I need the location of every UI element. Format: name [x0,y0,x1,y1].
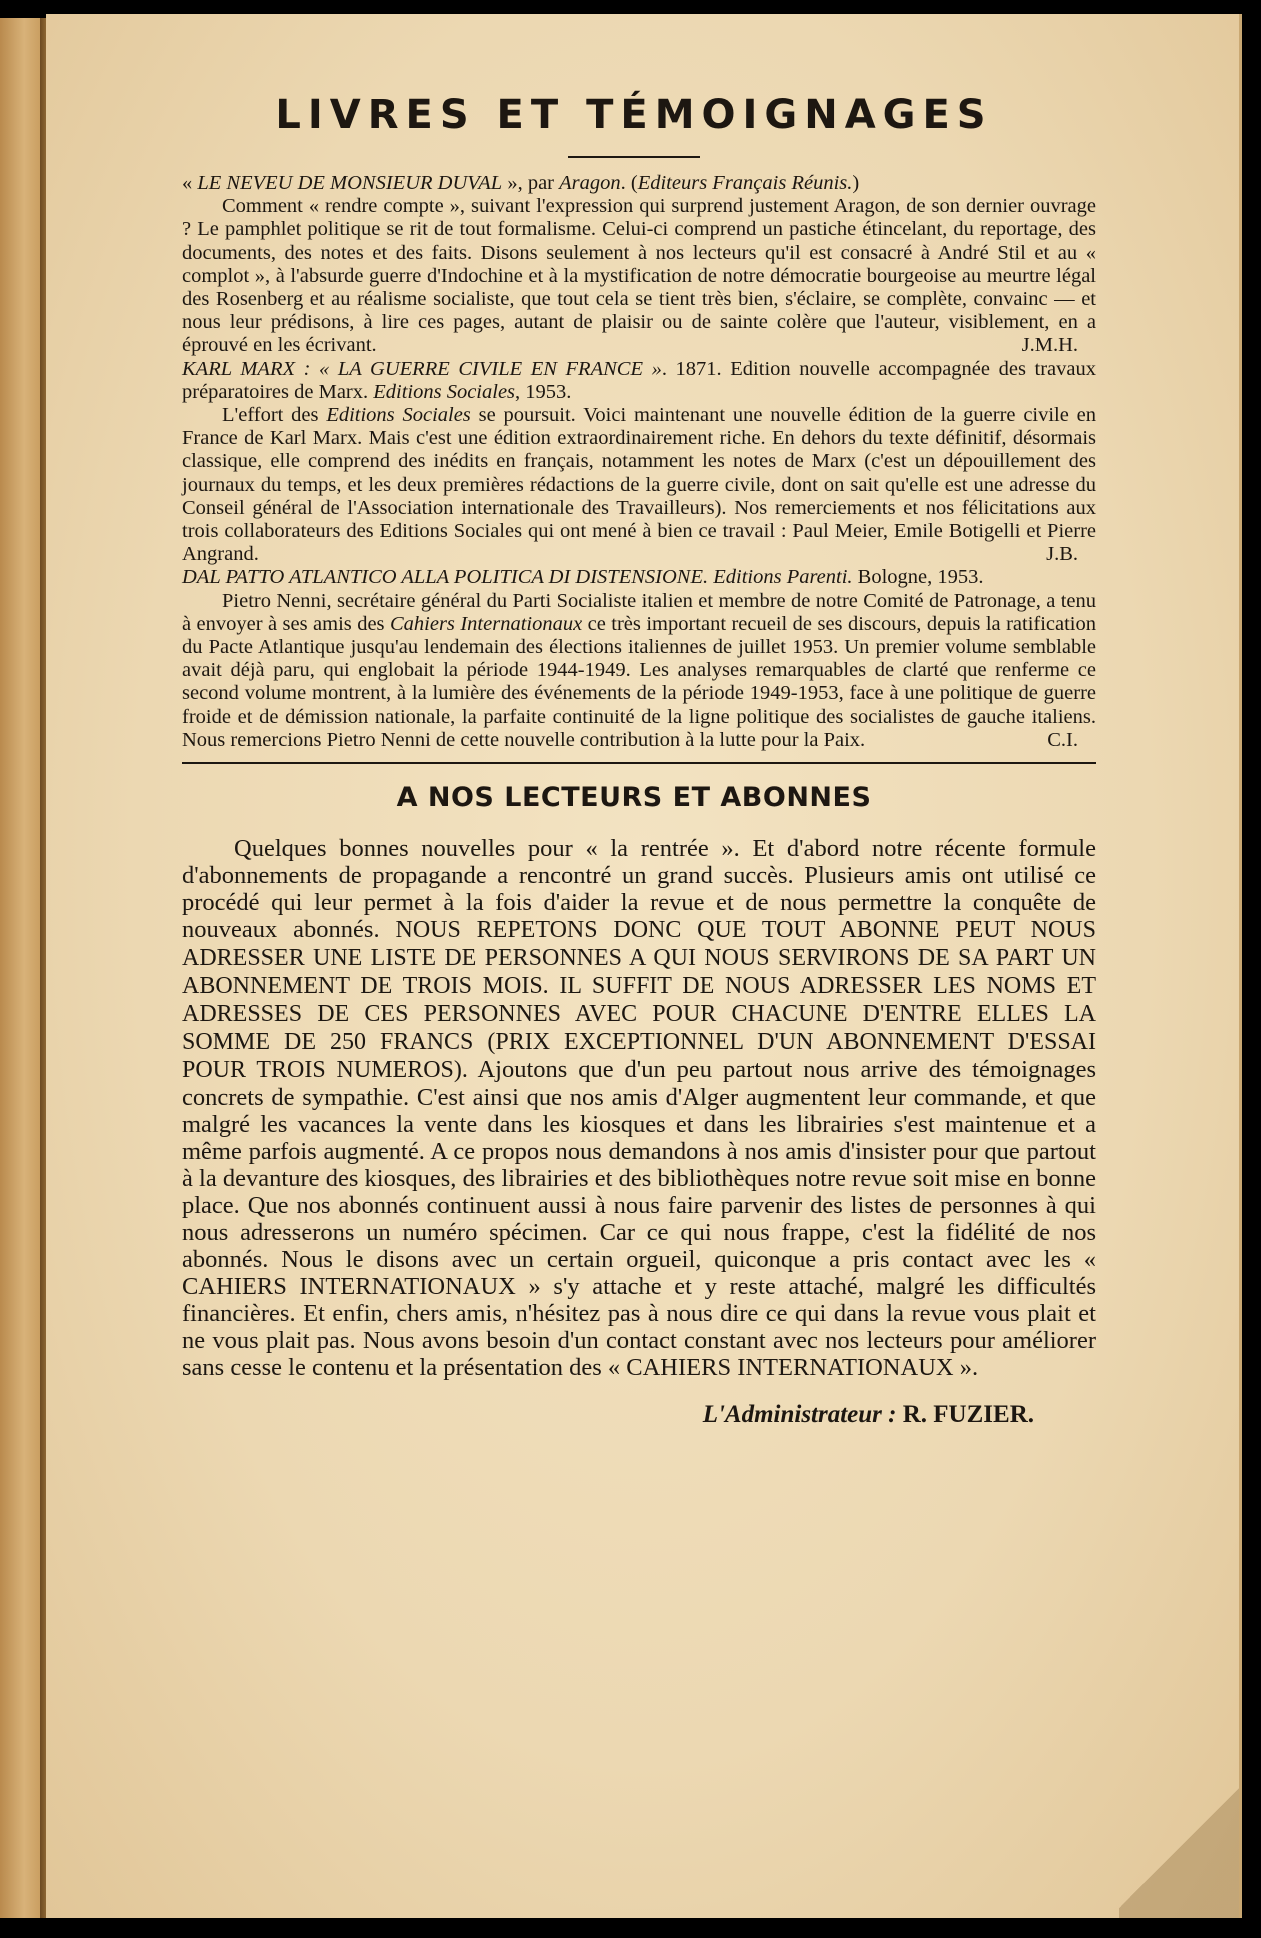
review-heading [182,358,1096,404]
review-book-title: DAL PATTO ATLANTICO ALLA POLITICA DI DISTENSIONE. Editions Parenti. [182,566,853,589]
review-entry [182,172,1096,358]
review-heading-text: , 1953. [515,380,572,403]
review-text: Pietro Nenni, secrétaire général du Parti Socialiste italien et membre de notre Comité de Patronage, a tenu à envoyer à ses amis des [182,589,1096,635]
review-body [182,404,1096,566]
page-sheet [46,14,1242,1918]
notice-signature [166,1401,1034,1429]
review-book-title: LE NEVEU DE MONSIEUR DUVAL [197,172,503,194]
review-entry [182,566,1096,752]
review-signature: J.B. [1046,543,1078,566]
notice-intro: Quelques bonnes nouvelles pour « la rentrée ». Et d'abord notre récente formule d'abonnements de propagande a rencontré un grand succès. Plusieurs amis ont utilisé ce procédé qui leur permet à la fois d'aider la revue et de nous permettre la conquête de nouveaux abonnés. [182,835,1096,944]
notice-title: A NOS LECTEURS ET ABONNES [396,782,872,814]
review-heading [182,172,1096,195]
review-text: se poursuit. Voici maintenant une nouvelle édition de la guerre civile en France de Karl Marx. Mais c'est une édition extraordinairement riche. En dehors du texte définitif, désormais classique, elle comprend des inédits en français, notamment les notes de Marx (c'est un dépouillement des journaux du temps, et les deux premières rédactions de la guerre civile, dont on sait qu'elle est une adresse du Conseil général de l'Association internationale des Travailleurs). Nos remerciements et nos félicitations aux trois collaborateurs des Editions Sociales qui ont mené à bien ce travail : Paul Meier, Emile Botigelli et Pierre Angrand. [182,404,1097,566]
page-corner-wear [1119,1778,1239,1918]
previous-page-edge [0,18,44,1918]
review-heading-text: . 1871. Edition nouvelle accompagnée des travaux préparatoires de Marx. [182,357,1096,403]
title-rule [568,156,700,158]
review-heading-text: . ( [620,172,638,194]
notice-capitals: NOUS REPETONS DONC QUE TOUT ABONNE PEUT NOUS ADRESSER UNE LISTE DE PERSONNES A QUI NOUS SERVIRONS DE SA PART UN ABONNEMENT DE TROIS MOIS. IL SUFFIT DE NOUS ADRESSER LES NOMS ET ADRESSES DE CES PERSONNES AVEC POUR CHACUNE D'ENTRE ELLES LA SOMME DE 250 FRANCS (PRIX EXCEPTIONNEL D'UN ABONNEMENT D'ESSAI POUR TROIS NUMEROS). [182,917,1096,1084]
review-heading-text: Bologne, 1953. [852,566,984,589]
review-text: ce très important recueil de ses discours, depuis la ratification du Pacte Atlantique jusqu'au lendemain des élections italiennes de juillet 1953. Un premier volume semblable avait déjà paru, qui englobait la période 1944-1949. Les analyses remarquables de clarté que renferme ce second volume montrent, à la lumière des événements de la période 1949-1953, face à une politique de guerre froide et de démission nationale, la parfaite continuité de la ligne politique des socialistes de gauche italiens. Nous remercions Pietro Nenni de cette nouvelle contribution à la lutte pour la Paix. [182,612,1097,751]
review-text: Comment « rendre compte », suivant l'expression qui surprend justement Aragon, de son dernier ouvrage ? Le pamphlet politique se rit de tout formalisme. Celui-ci comprend un pastiche étincelant, du reportage, des documents, des notes et des faits. Disons seulement à nos lecteurs qu'il est consacré à André Stil et au « complot », à l'absurde guerre d'Indochine et à la mystification de notre démocratie bourgeoise au meurtre légal des Rosenberg et au réalisme socialiste, que tout cela se tient très bien, s'éclaire, se complète, convainc — et nous leur prédisons, à lire ces pages, autant de plaisir ou de sainte colère que l'auteur, visiblement, en a éprouvé en les écrivant. [182,195,1096,357]
section-divider [182,762,1096,764]
review-signature: J.M.H. [1021,334,1078,357]
review-heading-quote: « [182,172,198,194]
review-author: Aragon [559,172,621,194]
page-content [166,14,1102,1429]
review-signature: C.I. [1047,728,1078,751]
book-reviews [166,172,1102,752]
signature-role: L'Administrateur : [702,1401,897,1429]
signature-name: R. FUZIER. [902,1401,1034,1429]
review-heading [182,566,1096,589]
review-publisher: Editions Sociales [373,380,516,403]
review-body [182,195,1096,357]
review-body [182,590,1096,752]
review-publisher: Editeurs Français Réunis. [637,172,853,194]
review-publisher: Editions Sociales [326,404,471,427]
review-heading-text: », par [502,172,560,194]
review-heading-text: ) [852,172,860,194]
review-publisher: Cahiers Internationaux [389,612,583,635]
review-text: L'effort des [222,404,327,427]
notice-text: Ajoutons que d'un peu partout nous arrive des témoignages concrets de sympathie. C'est ainsi que nos amis d'Alger augmentent leur commande, et que malgré les vacances la vente dans les kiosques et dans les librairies s'est maintenue et a même parfois augmenté. A ce propos nous demandons à nos amis d'insister pour que partout à la devanture des kiosques, des librairies et des bibliothèques notre revue soit mise en bonne place. Que nos abonnés continuent aussi à nous faire parvenir des listes de personnes à qui nous adresserons un numéro spécimen. Car ce qui nous frappe, c'est la fidélité de nos abonnés. Nous le disons avec un certain orgueil, quiconque a pris contact avec les « CAHIERS INTERNATIONAUX » s'y attache et y reste attaché, malgré les difficultés financières. Et enfin, chers amis, n'hésitez pas à nous dire ce qui dans la revue vous plait et ne vous plait pas. Nous avons besoin d'un contact constant avec nos lecteurs pour améliorer sans cesse le contenu et la présentation des « CAHIERS INTERNATIONAUX ». [182,1056,1096,1382]
review-entry [182,358,1096,567]
notice-body [182,835,1096,1381]
page-title: LIVRES ET TÉMOIGNAGES [275,92,993,138]
review-book-title: KARL MARX : « LA GUERRE CIVILE EN FRANCE » [182,357,662,380]
